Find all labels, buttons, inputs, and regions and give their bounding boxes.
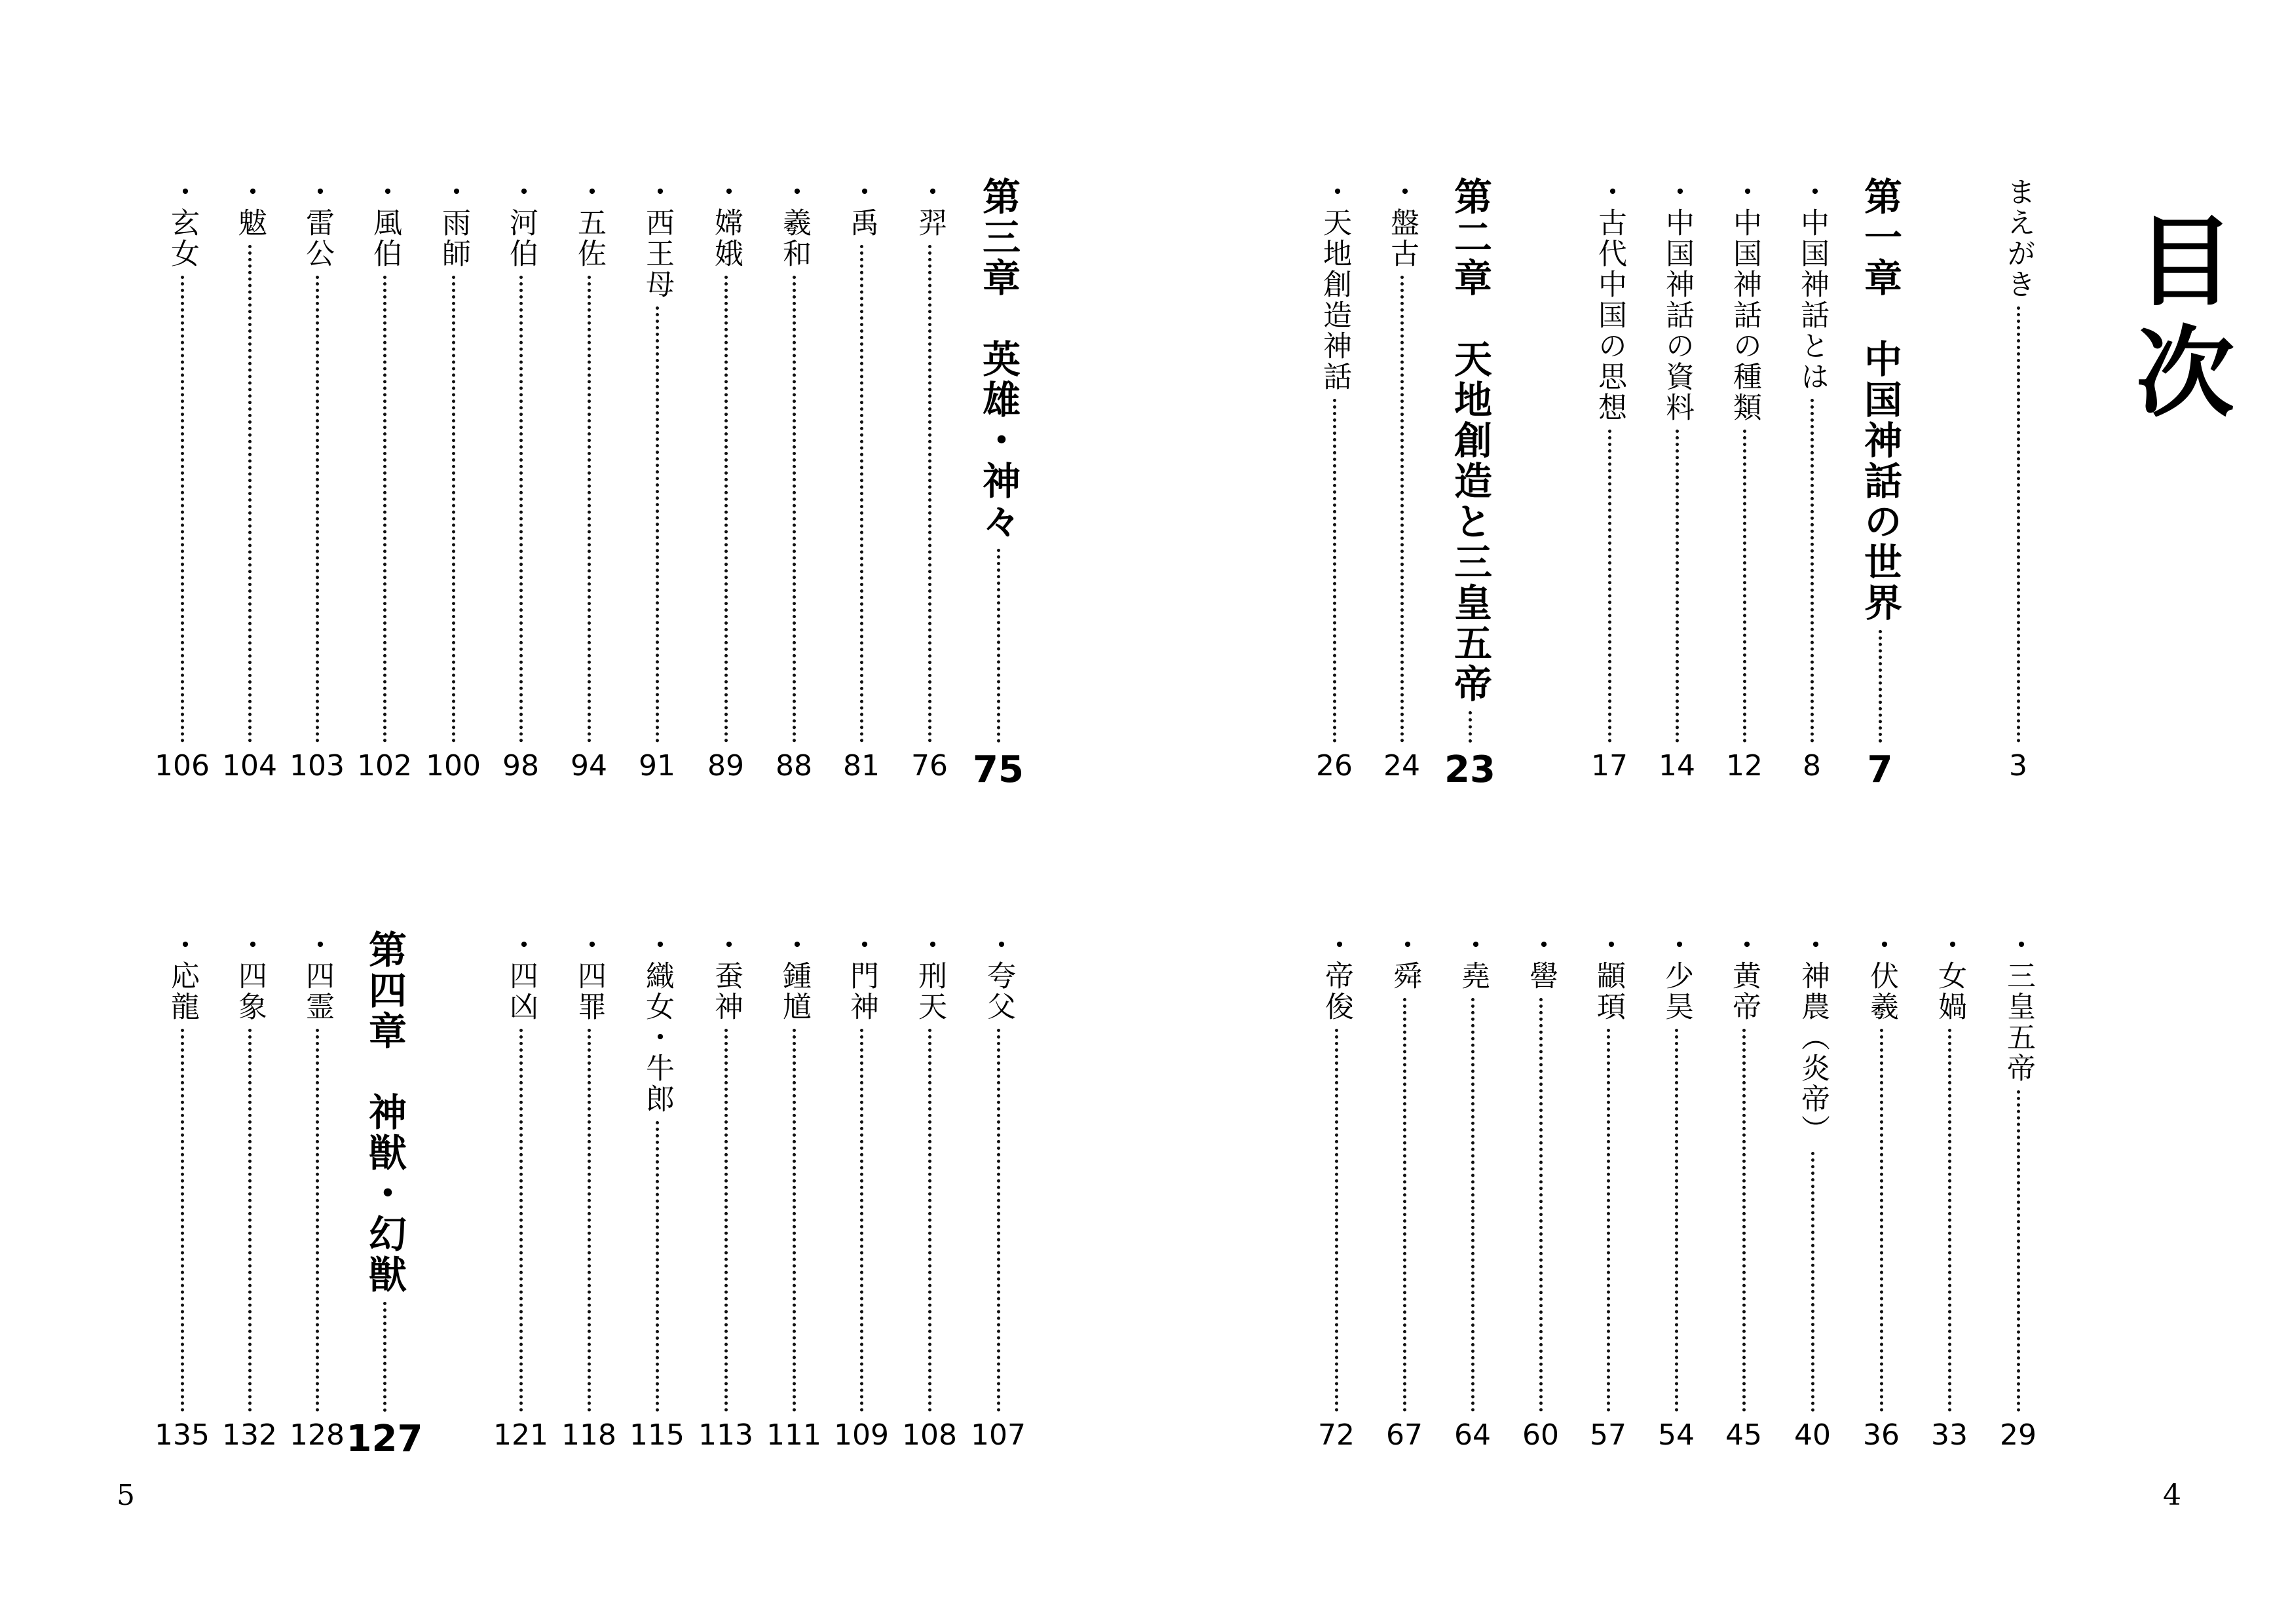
entry-page-number: 26 [1316, 749, 1353, 783]
entry-label: ・黄帝 [1727, 930, 1761, 1022]
dot-leader [1948, 1029, 1951, 1412]
dot-leader [793, 1029, 796, 1412]
entry-page-number: 67 [1386, 1418, 1423, 1452]
entry-page-number: 17 [1591, 749, 1628, 783]
dot-leader [997, 1029, 1000, 1412]
chapter-title: 第三章 英雄・神々 [976, 177, 1021, 542]
dot-leader [656, 306, 659, 743]
dot-leader [724, 1029, 728, 1412]
dot-leader [656, 1121, 659, 1412]
entry-page-number: 76 [911, 749, 948, 783]
entry-page-number: 72 [1318, 1418, 1355, 1452]
entry-label: ・天地創造神話 [1318, 177, 1351, 392]
entry-page-number: 106 [155, 749, 210, 783]
entry-label: ・夸父 [982, 930, 1015, 1022]
entry-label: ・魃 [233, 177, 267, 238]
chapter-title: 第一章 中国神話の世界 [1858, 177, 1902, 623]
dot-leader [1335, 1029, 1338, 1412]
chapter-page-number: 127 [346, 1418, 423, 1460]
entry-page-number: 102 [357, 749, 412, 783]
entry-label: ・風伯 [368, 177, 402, 269]
entry-label: ・雷公 [301, 177, 334, 269]
dot-leader [1879, 630, 1882, 743]
page-number-right: 4 [2163, 1479, 2181, 1512]
entry-label: ・西王母 [641, 177, 674, 300]
page-number-left: 5 [117, 1479, 135, 1512]
entry-page-number: 121 [493, 1418, 548, 1452]
entry-label: ・羲和 [778, 177, 811, 269]
dot-leader [383, 1302, 386, 1412]
dot-leader [2017, 306, 2020, 743]
dot-leader [316, 1029, 319, 1412]
right-page [1145, 0, 2290, 1624]
entry-label: ・玄女 [166, 177, 199, 269]
entry-label: ・舜 [1388, 930, 1421, 991]
entry-page-number: 64 [1454, 1418, 1491, 1452]
dot-leader [1539, 998, 1543, 1412]
chapter-title: 第四章 神獣・幻獣 [362, 930, 407, 1295]
entry-label: ・神農（炎帝） [1796, 930, 1830, 1145]
dot-leader [248, 1029, 252, 1412]
dot-leader [1400, 276, 1404, 743]
entry-page-number: 128 [290, 1418, 345, 1452]
dot-leader [519, 1029, 523, 1412]
entry-page-number: 91 [639, 749, 675, 783]
entry-page-number: 14 [1659, 749, 1695, 783]
entry-label: ・五佐 [572, 177, 606, 269]
entry-label: まえがき [2002, 177, 2035, 300]
entry-page-number: 103 [290, 749, 345, 783]
dot-leader [181, 276, 184, 743]
dot-leader [2017, 1090, 2020, 1412]
entry-label: ・中国神話の種類 [1728, 177, 1761, 423]
entry-label: ・応龍 [166, 930, 199, 1022]
dot-leader [1471, 998, 1474, 1412]
dot-leader [1675, 1029, 1678, 1412]
dot-leader [588, 276, 591, 743]
entry-label: ・禹 [845, 177, 878, 238]
chapter-page-number: 23 [1444, 748, 1495, 791]
entry-label: ・堯 [1456, 930, 1490, 991]
entry-label: ・四罪 [572, 930, 606, 1022]
entry-page-number: 89 [707, 749, 744, 783]
entry-label: ・河伯 [504, 177, 538, 269]
entry-page-number: 135 [155, 1418, 210, 1452]
entry-page-number: 45 [1725, 1418, 1762, 1452]
entry-page-number: 104 [222, 749, 277, 783]
entry-page-number: 12 [1726, 749, 1763, 783]
dot-leader [519, 276, 523, 743]
dot-leader [1608, 430, 1611, 743]
dot-leader [1811, 1152, 1814, 1412]
entry-page-number: 3 [2009, 749, 2027, 783]
dot-leader [860, 245, 863, 743]
dot-leader [1403, 998, 1406, 1412]
entry-label: ・中国神話とは [1795, 177, 1829, 392]
entry-page-number: 60 [1522, 1418, 1559, 1452]
entry-label: ・帝俊 [1320, 930, 1353, 1022]
entry-page-number: 107 [971, 1418, 1026, 1452]
chapter-page-number: 7 [1867, 748, 1893, 791]
entry-label: ・織女・牛郎 [641, 930, 674, 1115]
dot-leader [1607, 1029, 1610, 1412]
entry-label: ・嚳 [1524, 930, 1558, 991]
entry-page-number: 24 [1383, 749, 1420, 783]
entry-page-number: 29 [2000, 1418, 2037, 1452]
entry-page-number: 108 [902, 1418, 957, 1452]
entry-label: ・蚕神 [709, 930, 743, 1022]
entry-page-number: 81 [843, 749, 880, 783]
entry-page-number: 88 [776, 749, 812, 783]
entry-label: ・鍾馗 [778, 930, 811, 1022]
entry-label: ・顓頊 [1592, 930, 1625, 1022]
dot-leader [928, 245, 931, 743]
chapter-title: 第二章 天地創造と三皇五帝 [1448, 177, 1492, 705]
entry-label: ・羿 [913, 177, 947, 238]
dot-leader [1880, 1029, 1883, 1412]
dot-leader [997, 549, 1000, 743]
entry-label: ・伏羲 [1865, 930, 1898, 1022]
toc-title: 目次 [2119, 210, 2234, 432]
entry-page-number: 132 [222, 1418, 277, 1452]
entry-label: ・刑天 [913, 930, 947, 1022]
dot-leader [724, 276, 728, 743]
dot-leader [588, 1029, 591, 1412]
entry-label: ・門神 [845, 930, 878, 1022]
entry-label: ・四凶 [504, 930, 538, 1022]
dot-leader [248, 245, 252, 743]
entry-page-number: 113 [698, 1418, 753, 1452]
chapter-page-number: 75 [973, 748, 1024, 791]
entry-page-number: 36 [1863, 1418, 1900, 1452]
dot-leader [1743, 430, 1746, 743]
dot-leader [1333, 399, 1336, 743]
entry-label: ・女媧 [1933, 930, 1966, 1022]
entry-label: ・嫦娥 [709, 177, 743, 269]
dot-leader [383, 276, 386, 743]
dot-leader [860, 1029, 863, 1412]
dot-leader [1676, 430, 1679, 743]
dot-leader [1742, 1029, 1746, 1412]
entry-page-number: 111 [766, 1418, 821, 1452]
dot-leader [793, 276, 796, 743]
dot-leader [316, 276, 319, 743]
dot-leader [181, 1029, 184, 1412]
dot-leader [1811, 399, 1814, 743]
entry-page-number: 115 [629, 1418, 685, 1452]
entry-label: ・三皇五帝 [2002, 930, 2035, 1084]
entry-page-number: 57 [1590, 1418, 1626, 1452]
entry-page-number: 98 [502, 749, 539, 783]
entry-label: ・雨師 [437, 177, 470, 269]
entry-page-number: 8 [1803, 749, 1821, 783]
dot-leader [452, 276, 455, 743]
entry-label: ・四霊 [301, 930, 334, 1022]
entry-page-number: 100 [426, 749, 481, 783]
entry-page-number: 109 [834, 1418, 889, 1452]
dot-leader [1469, 711, 1472, 743]
entry-page-number: 40 [1794, 1418, 1831, 1452]
entry-label: ・四象 [233, 930, 267, 1022]
entry-page-number: 54 [1658, 1418, 1695, 1452]
entry-label: ・中国神話の資料 [1661, 177, 1694, 423]
entry-page-number: 94 [571, 749, 607, 783]
entry-label: ・少昊 [1660, 930, 1693, 1022]
entry-label: ・盤古 [1385, 177, 1419, 269]
entry-page-number: 33 [1931, 1418, 1968, 1452]
entry-label: ・古代中国の思想 [1593, 177, 1626, 423]
dot-leader [928, 1029, 931, 1412]
entry-page-number: 118 [561, 1418, 616, 1452]
